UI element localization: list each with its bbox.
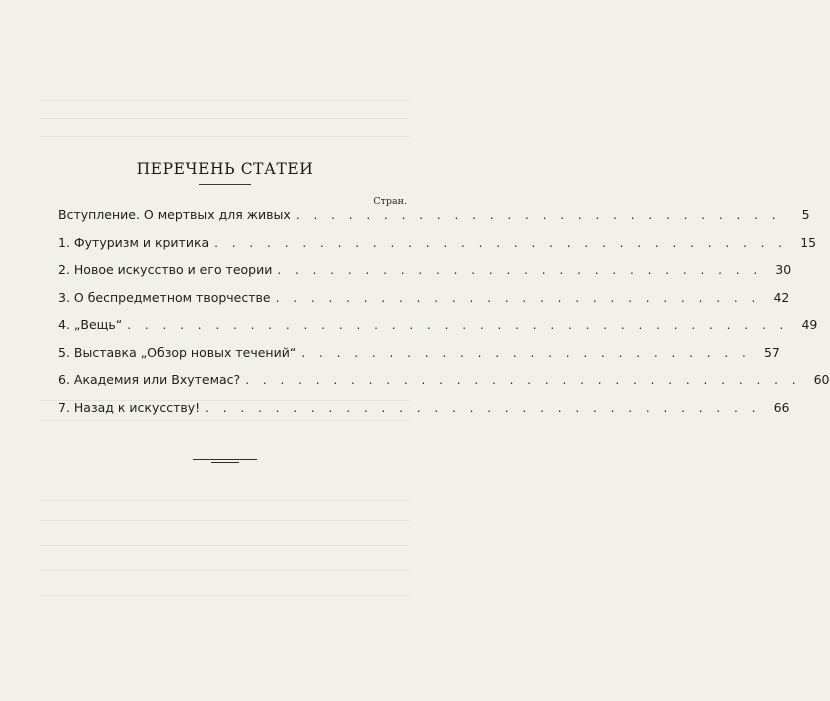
- bleed-through-texture: [40, 545, 410, 546]
- toc-entry-page: 57: [763, 344, 780, 360]
- toc-leader-dots: . . . . . . . . . . . . . . . . . . . . . . . . . .: [301, 345, 751, 360]
- title-rule: [199, 184, 251, 185]
- toc-entry-page: 49: [801, 317, 818, 332]
- toc-entry: [58, 234, 817, 263]
- toc-entry-title: 4. „Вещь“: [58, 317, 123, 332]
- toc-leader-dots: . . . . . . . . . . . . . . . . . . . . . . . . . . . . . . . .: [205, 400, 761, 415]
- end-ornament-rule: [193, 459, 257, 460]
- bleed-through-texture: [40, 100, 410, 101]
- toc-entry-title: 3. О беспредметном творчестве: [58, 289, 271, 305]
- toc-entry-page: 42: [773, 289, 790, 305]
- toc-entry-title: 5. Выставка „Обзор новых течений“: [58, 344, 297, 360]
- toc-leader-dots: . . . . . . . . . . . . . . . . . . . . . . . . . . . .: [277, 263, 763, 277]
- toc-entry-page: 66: [773, 399, 790, 415]
- toc-entry: [58, 262, 792, 290]
- table-of-contents: [58, 207, 830, 427]
- bleed-through-texture: [40, 136, 410, 137]
- toc-entry: [58, 289, 790, 318]
- bleed-through-texture: [40, 595, 410, 596]
- bleed-through-texture: [40, 118, 410, 119]
- toc-entry-title: 7. Назад к искусству!: [58, 399, 201, 415]
- toc-leader-dots: . . . . . . . . . . . . . . . . . . . . . . . . . . . .: [275, 290, 761, 305]
- page-title: ПЕРЕЧЕНЬ СТАТЕИ: [136, 160, 314, 178]
- toc-entry-page: 5: [801, 207, 810, 222]
- toc-leader-dots: . . . . . . . . . . . . . . . . . . . . . . . . . . . . . . . .: [245, 373, 801, 387]
- toc-leader-dots: . . . . . . . . . . . . . . . . . . . . . . . . . . . . . . . . . . . . . .: [127, 318, 789, 332]
- toc-entry-title: 1. Футуризм и критика: [58, 234, 210, 250]
- toc-entry-title: Вступление. О мертвых для живых: [58, 207, 291, 222]
- toc-entry: [58, 344, 780, 373]
- bleed-through-texture: [40, 520, 410, 521]
- toc-entry: [58, 372, 830, 400]
- toc-entry-title: 2. Новое искусство и его теории: [58, 262, 273, 277]
- toc-entry: [58, 207, 810, 235]
- toc-entry-page: 30: [775, 262, 792, 277]
- toc-entry-title: 6. Академия или Вхутемас?: [58, 372, 241, 387]
- toc-entry: [58, 317, 818, 345]
- page-column-label: Стран.: [373, 196, 407, 207]
- bleed-through-texture: [40, 570, 410, 571]
- toc-entry: [58, 399, 790, 428]
- toc-entry-page: 60: [813, 372, 830, 387]
- toc-leader-dots: . . . . . . . . . . . . . . . . . . . . . . . . . . . . . . . . .: [214, 235, 788, 250]
- bleed-through-texture: [40, 500, 410, 501]
- toc-leader-dots: . . . . . . . . . . . . . . . . . . . . . . . . . . . .: [295, 208, 781, 222]
- toc-entry-page: 15: [800, 234, 817, 250]
